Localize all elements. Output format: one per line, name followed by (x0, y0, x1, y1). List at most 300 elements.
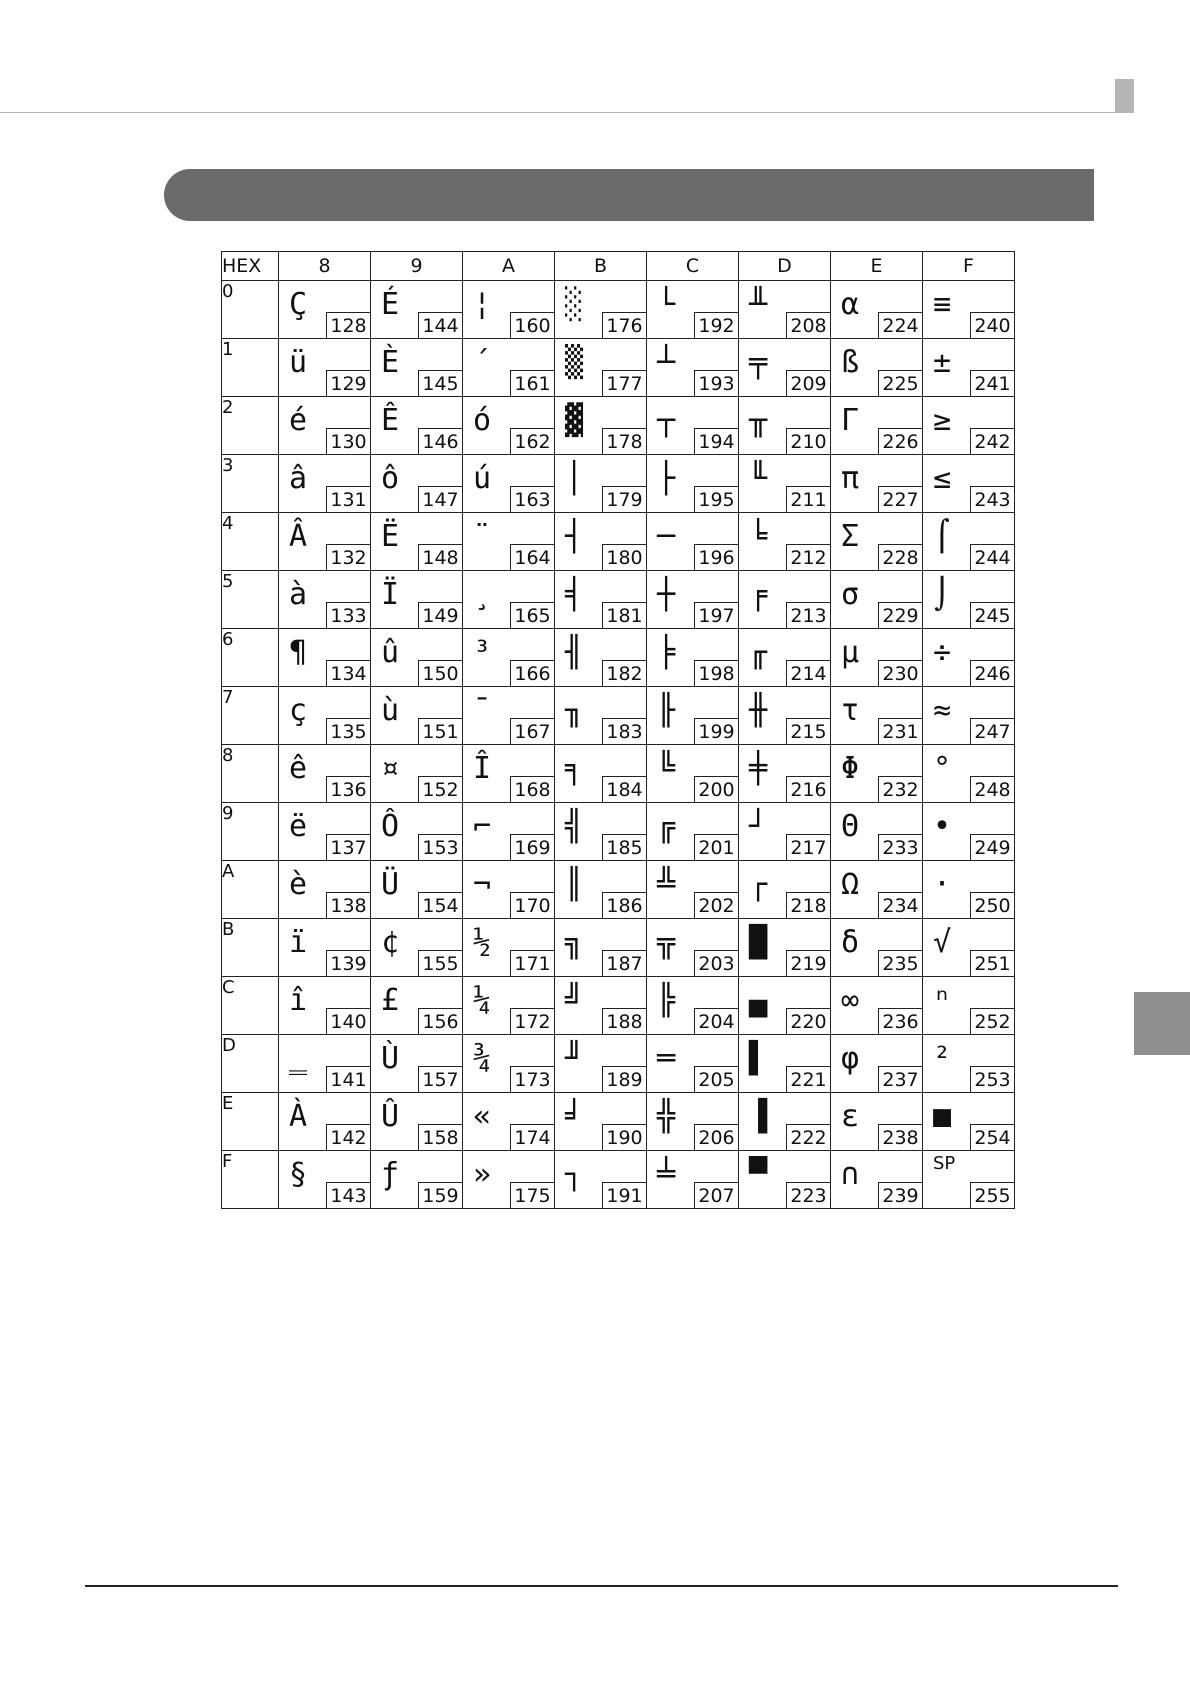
char-glyph: ë (289, 809, 308, 844)
char-glyph: ┼ (657, 577, 676, 612)
decimal-code: 159 (418, 1182, 462, 1208)
char-glyph: µ (841, 635, 860, 670)
decimal-code: 198 (694, 660, 738, 686)
char-cell (371, 745, 463, 803)
char-glyph: √ (933, 925, 952, 960)
column-header: A (463, 252, 555, 281)
char-glyph: É (381, 287, 400, 322)
decimal-code: 168 (510, 776, 554, 802)
char-glyph: § (289, 1157, 308, 1192)
char-glyph: ├ (657, 461, 676, 496)
row-header: 3 (222, 455, 279, 513)
decimal-code: 180 (602, 544, 646, 570)
char-cell (555, 629, 647, 687)
decimal-code: 192 (694, 312, 738, 338)
decimal-code: 243 (970, 486, 1014, 512)
char-glyph: ╩ (657, 867, 676, 902)
decimal-code: 252 (970, 1008, 1014, 1034)
char-cell (831, 745, 923, 803)
char-cell (831, 629, 923, 687)
char-glyph: £ (381, 983, 400, 1018)
char-glyph: ▐ (749, 1099, 768, 1134)
char-cell (831, 687, 923, 745)
char-cell (739, 803, 831, 861)
decimal-code: 251 (970, 950, 1014, 976)
char-glyph: ╪ (749, 751, 768, 786)
decimal-code: 231 (878, 718, 922, 744)
row-header: 5 (222, 571, 279, 629)
char-glyph: ╗ (565, 925, 584, 960)
char-cell (739, 919, 831, 977)
decimal-code: 136 (326, 776, 370, 802)
table-row (222, 861, 1015, 919)
char-cell (647, 1035, 739, 1093)
char-cell (647, 687, 739, 745)
char-cell (647, 803, 739, 861)
char-cell (463, 397, 555, 455)
char-cell (831, 397, 923, 455)
decimal-code: 228 (878, 544, 922, 570)
char-glyph: ¦ (473, 287, 492, 322)
char-glyph: ▌ (749, 1041, 768, 1076)
char-cell (371, 281, 463, 339)
char-glyph: ¶ (289, 635, 308, 670)
table-row (222, 687, 1015, 745)
column-header: 8 (279, 252, 371, 281)
char-glyph: Σ (841, 519, 860, 554)
decimal-code: 217 (786, 834, 830, 860)
char-glyph: ÷ (933, 635, 952, 670)
decimal-code: 155 (418, 950, 462, 976)
decimal-code: 247 (970, 718, 1014, 744)
decimal-code: 128 (326, 312, 370, 338)
char-cell (555, 571, 647, 629)
char-glyph: Ç (289, 287, 308, 322)
decimal-code: 176 (602, 312, 646, 338)
row-header: 8 (222, 745, 279, 803)
decimal-code: 205 (694, 1066, 738, 1092)
char-glyph: τ (841, 693, 860, 728)
decimal-code: 207 (694, 1182, 738, 1208)
char-glyph: ░ (565, 287, 584, 322)
char-glyph: ╠ (657, 983, 676, 1018)
decimal-code: 233 (878, 834, 922, 860)
char-glyph: δ (841, 925, 860, 960)
decimal-code: 246 (970, 660, 1014, 686)
decimal-code: 184 (602, 776, 646, 802)
char-glyph: ß (841, 345, 860, 380)
char-glyph: ü (289, 345, 308, 380)
decimal-code: 254 (970, 1124, 1014, 1150)
char-cell (923, 803, 1015, 861)
char-glyph: · (933, 867, 952, 902)
char-cell (555, 1093, 647, 1151)
decimal-code: 156 (418, 1008, 462, 1034)
char-glyph: ╬ (657, 1099, 676, 1134)
decimal-code: 146 (418, 428, 462, 454)
decimal-code: 223 (786, 1182, 830, 1208)
char-cell (279, 687, 371, 745)
char-glyph: « (473, 1099, 492, 1134)
char-glyph: ù (381, 693, 400, 728)
char-cell (739, 1035, 831, 1093)
char-glyph: Ë (381, 519, 400, 554)
char-glyph: SP (933, 1153, 956, 1174)
char-glyph: ç (289, 693, 308, 728)
decimal-code: 181 (602, 602, 646, 628)
char-cell (647, 1093, 739, 1151)
char-cell (831, 281, 923, 339)
char-cell (279, 861, 371, 919)
decimal-code: 242 (970, 428, 1014, 454)
hex-corner-header: HEX (222, 252, 279, 281)
char-cell (279, 977, 371, 1035)
char-glyph: û (381, 635, 400, 670)
char-cell (371, 629, 463, 687)
char-cell (923, 455, 1015, 513)
decimal-code: 171 (510, 950, 554, 976)
char-glyph: ■ (933, 1099, 952, 1134)
char-glyph: ┌ (749, 867, 768, 902)
column-header: C (647, 252, 739, 281)
table-row (222, 919, 1015, 977)
char-cell (923, 339, 1015, 397)
char-cell (831, 977, 923, 1035)
decimal-code: 232 (878, 776, 922, 802)
char-cell (831, 455, 923, 513)
char-cell (923, 977, 1015, 1035)
table-row (222, 629, 1015, 687)
decimal-code: 204 (694, 1008, 738, 1034)
char-cell (923, 1093, 1015, 1151)
char-cell (463, 339, 555, 397)
char-glyph: ╥ (749, 403, 768, 438)
char-cell (555, 339, 647, 397)
decimal-code: 130 (326, 428, 370, 454)
table-row (222, 1093, 1015, 1151)
decimal-code: 178 (602, 428, 646, 454)
decimal-code: 175 (510, 1182, 554, 1208)
char-cell (923, 571, 1015, 629)
decimal-code: 206 (694, 1124, 738, 1150)
char-cell (463, 1093, 555, 1151)
table-row (222, 397, 1015, 455)
column-header: F (923, 252, 1015, 281)
char-glyph: ∩ (841, 1157, 860, 1192)
decimal-code: 140 (326, 1008, 370, 1034)
char-glyph: ╒ (749, 577, 768, 612)
decimal-code: 196 (694, 544, 738, 570)
char-cell (739, 397, 831, 455)
char-glyph: Ü (381, 867, 400, 902)
char-cell (555, 281, 647, 339)
char-glyph: é (289, 403, 308, 438)
decimal-code: 208 (786, 312, 830, 338)
char-glyph: █ (749, 925, 768, 960)
char-cell (647, 571, 739, 629)
char-cell (279, 281, 371, 339)
decimal-code: 230 (878, 660, 922, 686)
char-glyph: ┬ (657, 403, 676, 438)
table-row (222, 571, 1015, 629)
char-glyph: è (289, 867, 308, 902)
decimal-code: 177 (602, 370, 646, 396)
row-header: D (222, 1035, 279, 1093)
char-cell (555, 687, 647, 745)
char-cell (463, 861, 555, 919)
char-glyph: ▀ (749, 1157, 768, 1192)
char-glyph: │ (565, 461, 584, 496)
decimal-code: 236 (878, 1008, 922, 1034)
decimal-code: 212 (786, 544, 830, 570)
decimal-code: 203 (694, 950, 738, 976)
char-cell (371, 1093, 463, 1151)
char-glyph: ¢ (381, 925, 400, 960)
decimal-code: 166 (510, 660, 554, 686)
row-header: C (222, 977, 279, 1035)
decimal-code: 240 (970, 312, 1014, 338)
decimal-code: 143 (326, 1182, 370, 1208)
table-row (222, 281, 1015, 339)
decimal-code: 185 (602, 834, 646, 860)
char-cell (831, 339, 923, 397)
decimal-code: 194 (694, 428, 738, 454)
char-glyph: ╤ (749, 345, 768, 380)
table-row (222, 745, 1015, 803)
char-cell (647, 629, 739, 687)
decimal-code: 195 (694, 486, 738, 512)
char-glyph: ┴ (657, 345, 676, 380)
char-cell (739, 339, 831, 397)
char-cell (463, 571, 555, 629)
char-cell (923, 861, 1015, 919)
char-glyph: ▒ (565, 345, 584, 380)
row-header: 0 (222, 281, 279, 339)
char-cell (555, 861, 647, 919)
char-glyph: ╝ (565, 983, 584, 1018)
char-cell (923, 919, 1015, 977)
char-cell (739, 455, 831, 513)
decimal-code: 133 (326, 602, 370, 628)
char-glyph: ⌡ (933, 577, 952, 612)
decimal-code: 145 (418, 370, 462, 396)
decimal-code: 241 (970, 370, 1014, 396)
char-glyph: ∞ (841, 983, 860, 1018)
decimal-code: 134 (326, 660, 370, 686)
decimal-code: 253 (970, 1066, 1014, 1092)
char-glyph: Û (381, 1099, 400, 1134)
decimal-code: 160 (510, 312, 554, 338)
char-cell (923, 281, 1015, 339)
row-header: B (222, 919, 279, 977)
char-glyph: Ï (381, 577, 400, 612)
char-cell (279, 629, 371, 687)
decimal-code: 152 (418, 776, 462, 802)
char-cell (371, 571, 463, 629)
char-cell (463, 513, 555, 571)
char-glyph: ┘ (749, 809, 768, 844)
char-cell (647, 397, 739, 455)
char-cell (647, 919, 739, 977)
char-glyph: • (933, 809, 952, 844)
decimal-code: 149 (418, 602, 462, 628)
char-glyph: ½ (473, 925, 492, 960)
char-cell (279, 339, 371, 397)
table-row (222, 1035, 1015, 1093)
char-cell (463, 977, 555, 1035)
decimal-code: 139 (326, 950, 370, 976)
char-cell (739, 281, 831, 339)
char-cell (463, 629, 555, 687)
char-cell (831, 571, 923, 629)
char-glyph: ε (841, 1099, 860, 1134)
char-cell (371, 455, 463, 513)
decimal-code: 210 (786, 428, 830, 454)
char-glyph: Â (289, 519, 308, 554)
char-cell (831, 861, 923, 919)
char-glyph: ▓ (565, 403, 584, 438)
row-header: 4 (222, 513, 279, 571)
chapter-side-tab (1134, 992, 1190, 1055)
decimal-code: 255 (970, 1182, 1014, 1208)
char-glyph: ¼ (473, 983, 492, 1018)
decimal-code: 158 (418, 1124, 462, 1150)
decimal-code: 169 (510, 834, 554, 860)
char-cell (739, 745, 831, 803)
char-cell (647, 745, 739, 803)
char-cell (923, 745, 1015, 803)
column-header: B (555, 252, 647, 281)
decimal-code: 201 (694, 834, 738, 860)
char-glyph: ± (933, 345, 952, 380)
char-cell (279, 455, 371, 513)
row-header: 6 (222, 629, 279, 687)
decimal-code: 191 (602, 1182, 646, 1208)
row-header: A (222, 861, 279, 919)
row-header: F (222, 1151, 279, 1209)
char-glyph: Ô (381, 809, 400, 844)
char-glyph: À (289, 1099, 308, 1134)
table-row (222, 339, 1015, 397)
char-cell (923, 1151, 1015, 1209)
decimal-code: 164 (510, 544, 554, 570)
char-cell (279, 1035, 371, 1093)
char-cell (647, 977, 739, 1035)
char-cell (923, 687, 1015, 745)
char-glyph: ╨ (749, 287, 768, 322)
char-cell (279, 919, 371, 977)
char-cell (555, 977, 647, 1035)
char-glyph: ╢ (565, 635, 584, 670)
decimal-code: 162 (510, 428, 554, 454)
char-glyph: ï (289, 925, 308, 960)
char-cell (647, 861, 739, 919)
decimal-code: 239 (878, 1182, 922, 1208)
decimal-code: 190 (602, 1124, 646, 1150)
decimal-code: 137 (326, 834, 370, 860)
decimal-code: 248 (970, 776, 1014, 802)
char-glyph: ╚ (657, 751, 676, 786)
char-cell (463, 455, 555, 513)
char-cell (923, 397, 1015, 455)
decimal-code: 199 (694, 718, 738, 744)
decimal-code: 187 (602, 950, 646, 976)
decimal-code: 238 (878, 1124, 922, 1150)
decimal-code: 218 (786, 892, 830, 918)
decimal-code: 173 (510, 1066, 554, 1092)
char-glyph: φ (841, 1041, 860, 1076)
char-cell (463, 919, 555, 977)
row-header: 7 (222, 687, 279, 745)
decimal-code: 167 (510, 718, 554, 744)
decimal-code: 222 (786, 1124, 830, 1150)
char-glyph: ú (473, 461, 492, 496)
char-glyph: ¬ (473, 867, 492, 902)
decimal-code: 245 (970, 602, 1014, 628)
char-glyph: ´ (473, 345, 492, 380)
header-tab-marker (1115, 79, 1134, 113)
char-glyph: ─ (657, 519, 676, 554)
decimal-code: 183 (602, 718, 646, 744)
char-glyph: ó (473, 403, 492, 438)
table-row (222, 803, 1015, 861)
column-header: 9 (371, 252, 463, 281)
char-glyph: ╖ (565, 693, 584, 728)
char-cell (463, 281, 555, 339)
char-glyph: ô (381, 461, 400, 496)
char-cell (739, 513, 831, 571)
row-header: 2 (222, 397, 279, 455)
decimal-code: 150 (418, 660, 462, 686)
char-cell (279, 513, 371, 571)
char-cell (279, 745, 371, 803)
char-glyph: Φ (841, 751, 860, 786)
char-cell (555, 1151, 647, 1209)
decimal-code: 219 (786, 950, 830, 976)
char-cell (831, 803, 923, 861)
decimal-code: 193 (694, 370, 738, 396)
char-glyph: ┤ (565, 519, 584, 554)
char-glyph: π (841, 461, 860, 496)
char-cell (739, 1093, 831, 1151)
char-glyph: ═ (657, 1041, 676, 1076)
char-glyph: Ê (381, 403, 400, 438)
char-cell (463, 1035, 555, 1093)
decimal-code: 129 (326, 370, 370, 396)
char-glyph: ¯ (473, 693, 492, 728)
table-row (222, 513, 1015, 571)
decimal-code: 182 (602, 660, 646, 686)
char-cell (555, 1035, 647, 1093)
column-header: D (739, 252, 831, 281)
char-cell (279, 1151, 371, 1209)
char-cell (371, 339, 463, 397)
char-glyph: ╟ (657, 693, 676, 728)
char-glyph: ╜ (565, 1041, 584, 1076)
table-header-row (222, 252, 1015, 281)
decimal-code: 161 (510, 370, 554, 396)
decimal-code: 229 (878, 602, 922, 628)
char-glyph: ê (289, 751, 308, 786)
decimal-code: 249 (970, 834, 1014, 860)
decimal-code: 141 (326, 1066, 370, 1092)
table-row (222, 1151, 1015, 1209)
char-cell (279, 803, 371, 861)
decimal-code: 226 (878, 428, 922, 454)
char-cell (371, 513, 463, 571)
char-cell (279, 571, 371, 629)
char-glyph: ⌠ (933, 519, 952, 554)
